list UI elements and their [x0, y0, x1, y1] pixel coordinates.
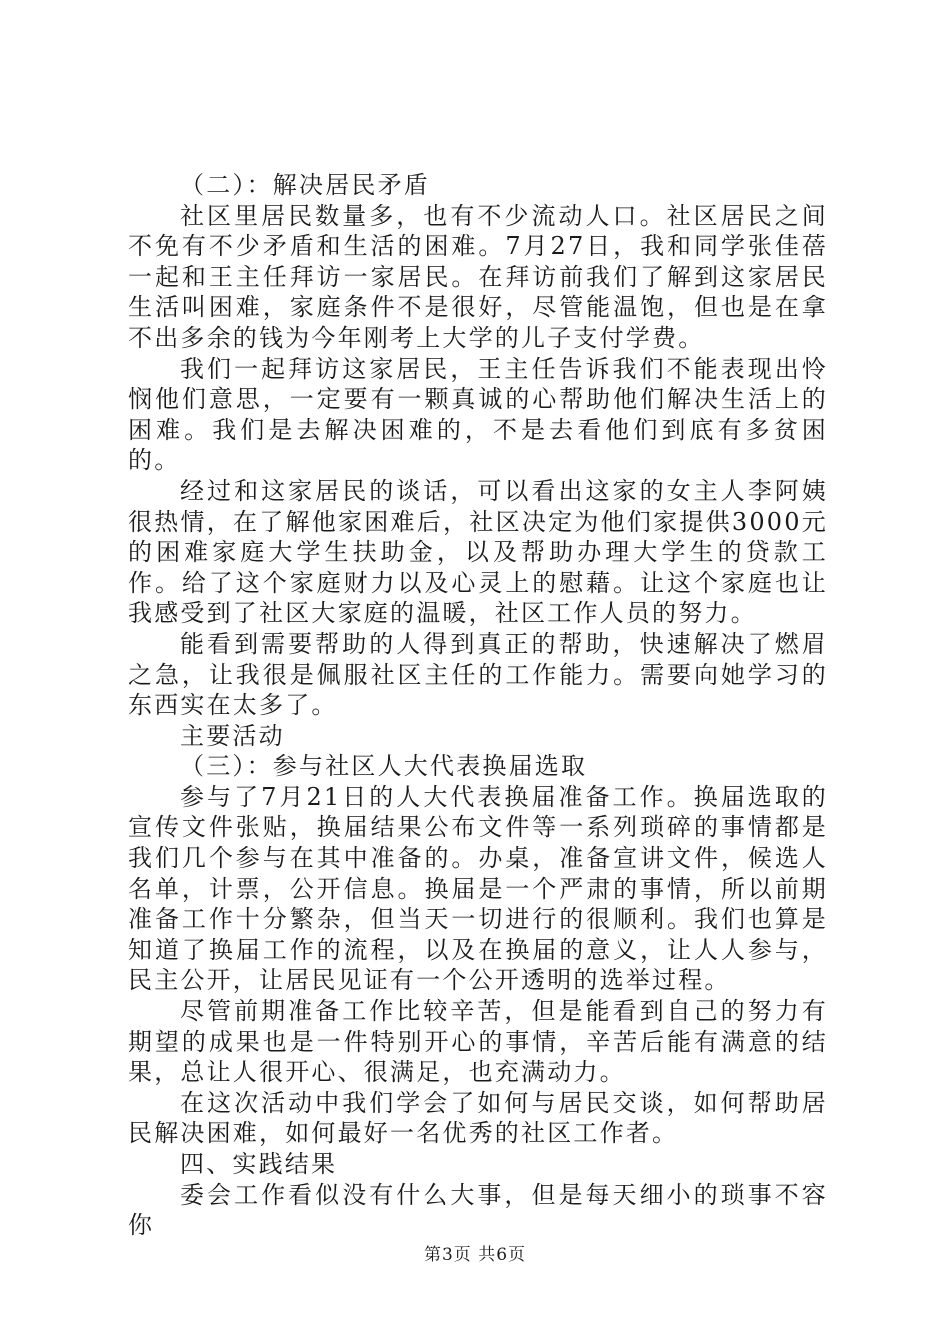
- paragraph: 我们一起拜访这家居民，王主任告诉我们不能表现出怜悯他们意思，一定要有一颗真诚的心帮助他们解决生活上的困难。我们是去解决困难的，不是去看他们到底有多贫困的。: [128, 354, 828, 475]
- section-heading-4: 四、实践结果: [180, 1150, 338, 1178]
- paragraph: 能看到需要帮助的人得到真正的帮助，快速解决了燃眉之急，让我很是佩服社区主任的工作能力。需要向她学习的东西实在太多了。: [128, 629, 828, 720]
- paragraph: 经过和这家居民的谈话，可以看出这家的女主人李阿姨很热情，在了解他家困难后，社区决定为他们家提供3000元的困难家庭大学生扶助金，以及帮助办理大学生的贷款工作。给了这个家庭财力以及心灵上的慰藉。让这个家庭也让我感受到了社区大家庭的温暖，社区工作人员的努力。: [128, 476, 828, 628]
- page-footer: 第3页 共6页: [423, 1245, 527, 1265]
- paragraph: 在这次活动中我们学会了如何与居民交谈，如何帮助居民解决困难，如何最好一名优秀的社区工作者。: [128, 1088, 828, 1148]
- paragraph: 尽管前期准备工作比较辛苦，但是能看到自己的努力有期望的成果也是一件特别开心的事情，辛苦后能有满意的结果，总让人很开心、很满足，也充满动力。: [128, 997, 828, 1087]
- section-heading-2: （二）：解决居民矛盾: [180, 171, 430, 199]
- section-heading-main-activities: 主要活动: [180, 721, 285, 750]
- document-body: [128, 170, 828, 1241]
- paragraph: 社区里居民数量多，也有不少流动人口。社区居民之间不免有不少矛盾和生活的困难。7月27日，我和同学张佳蓓一起和王主任拜访一家居民。在拜访前我们了解到这家居民生活叫困难，家庭条件不是很好，尽管能温饱，但也是在拿不出多余的钱为今年刚考上大学的儿子支付学费。: [128, 201, 828, 352]
- section-heading-3: （三）：参与社区人大代表换届选取: [180, 752, 588, 781]
- paragraph: 参与了7月21日的人大代表换届准备工作。换届选取的宣传文件张贴，换届结果公布文件等一系列琐碎的事情都是我们几个参与在其中准备的。办桌，准备宣讲文件，候选人名单，计票，公开信息。换届是一个严肃的事情，所以前期准备工作十分繁杂，但当天一切进行的很顺利。我们也算是知道了换届工作的流程，以及在换届的意义，让人人参与，民主公开，让居民见证有一个公开透明的选举过程。: [128, 782, 828, 995]
- paragraph: 委会工作看似没有什么大事，但是每天细小的琐事不容你: [128, 1180, 828, 1240]
